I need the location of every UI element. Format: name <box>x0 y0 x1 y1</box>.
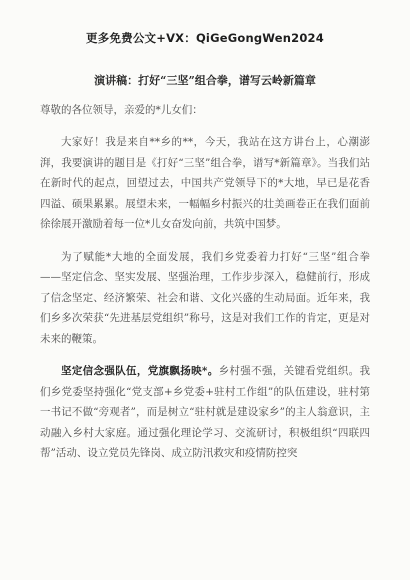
speech-title: 演讲稿：打好“三坚”组合拳，谱写云岭新篇章 <box>94 74 316 87</box>
paragraph-lead-heading: 坚定信念强队伍，党旗飘扬映*。 <box>61 365 219 377</box>
paragraph-text: 乡村强不强，关键看党组织。我们乡党委坚持强化“党支部+乡党委+驻村工作组”的队伍建设，驻村第一书记不做“旁观者”，而是树立“驻村就是建设家乡”的主人翁意识，主动融入乡村大家庭。通过强化理论学习、交流研讨，积极组织“四联四帮”活动、设立党员先锋岗、成立防汛救灾和疫情防控突 <box>40 365 371 459</box>
page-header: 更多免费公文+VX：QiGeGongWen2024 <box>86 31 324 45</box>
paragraph-1 <box>40 132 370 235</box>
salutation: 尊敬的各位领导，亲爱的*儿女们： <box>40 104 203 116</box>
paragraph-text: 大家好！我是来自**乡的**，今天，我站在这方讲台上，心潮澎湃，我要演讲的题目是《打好“三坚”组合拳，谱写*新篇章》。当我们站在新时代的起点，回望过去，中国共产党领导下的*大地，早已是花香四溢、硕果累累。展望未来，一幅幅乡村振兴的壮美画卷正在我们面前徐徐展开激励着每一位*儿女奋发向前，共筑中国梦。 <box>40 136 370 230</box>
paragraph-2 <box>40 247 370 350</box>
paragraph-3 <box>40 361 370 464</box>
paragraph-text: 为了赋能*大地的全面发展，我们乡党委着力打好“三坚”组合拳——坚定信念、坚实发展、坚强治理，工作步步深入，稳健前行，形成了信念坚定、经济繁荣、社会和谐、文化兴盛的生动局面。近年来，我们乡多次荣获“先进基层党组织”称号，这是对我们工作的肯定，更是对未来的鞭策。 <box>40 250 370 345</box>
